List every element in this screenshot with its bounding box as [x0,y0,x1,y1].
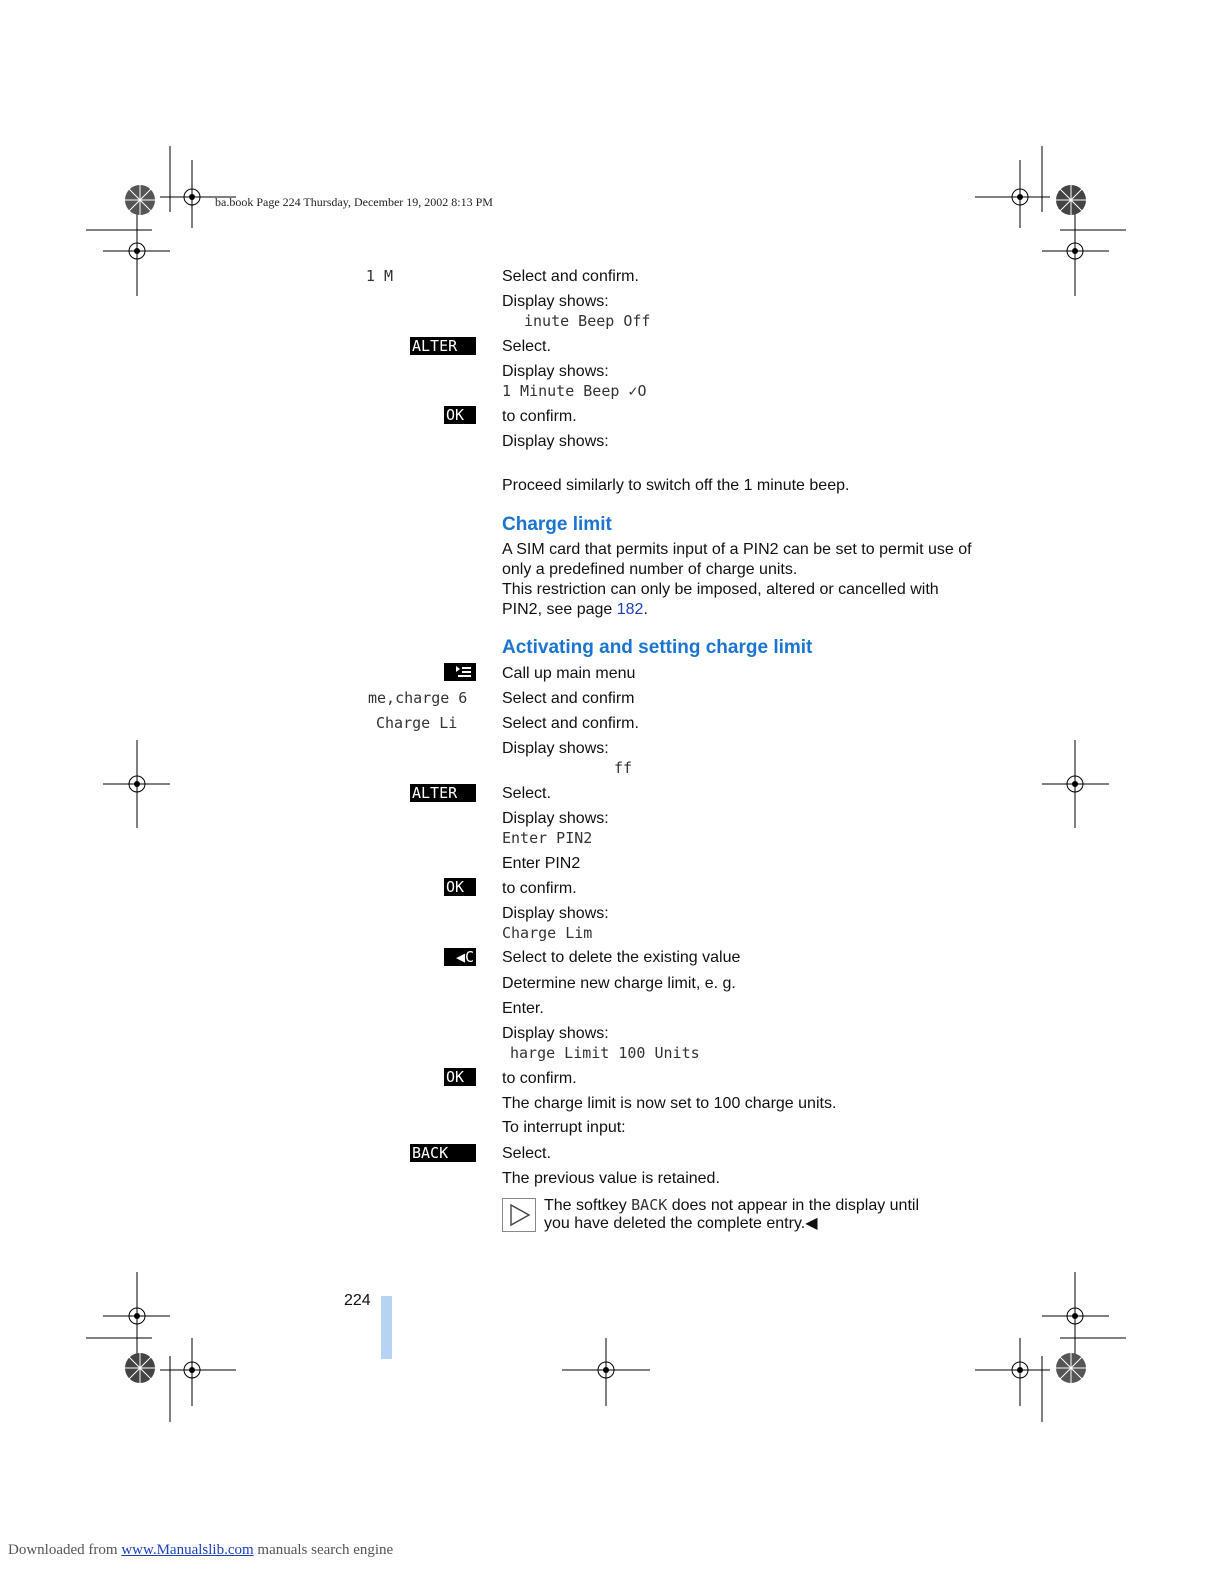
download-footer [8,1542,393,1559]
page-link[interactable]: 182 [616,601,644,618]
note-text-part: does not appear in the display until [667,1197,920,1214]
lcd-menu-item: me,charge 6 [368,689,468,707]
step-text: to confirm. [502,880,577,897]
step-text: Select and confirm. [502,715,639,732]
step-text: Enter PIN2 [502,855,581,872]
step-text: To interrupt input: [502,1119,626,1136]
step-text: Display shows: [502,810,609,827]
step-text: Select and confirm [502,690,635,707]
section-heading: Activating and setting charge limit [502,637,813,658]
step-text: The charge limit is now set to 100 charge units. [502,1095,837,1112]
step-text: Display shows: [502,740,609,757]
note-text [544,1195,919,1216]
play-triangle-icon [503,1199,535,1231]
step-text: Proceed similarly to switch off the 1 minute beep. [502,477,850,494]
step-text: to confirm. [502,408,577,425]
step-text: The previous value is retained. [502,1170,720,1187]
paragraph [502,580,972,620]
ok-softkey: OK [444,878,476,896]
note-softkey-name: BACK [631,1196,668,1214]
lcd-menu-item: 1 M [365,267,393,285]
ok-softkey: OK [444,406,476,424]
step-text: Select. [502,338,551,355]
back-softkey: BACK [410,1144,476,1162]
step-text: Select. [502,1145,551,1162]
footer-suffix: manuals search engine [253,1542,394,1558]
step-text: Display shows: [502,1025,609,1042]
paragraph-text: This restriction can only be imposed, altered or cancelled with PIN2, see page [502,581,939,618]
step-text: to confirm. [502,1070,577,1087]
note-text-part: The softkey [544,1197,632,1214]
note-icon [502,1198,536,1232]
lcd-display-text: 1 Minute Beep ✓O [502,382,647,400]
step-text: Select to delete the existing value [502,949,741,966]
footer-prefix: Downloaded from [8,1542,122,1558]
paragraph: A SIM card that permits input of a PIN2 can be set to permit use of only a predefined number of charge units. [502,541,972,578]
lcd-display-text: inute Beep Off [524,312,651,330]
clear-softkey: ◀C [444,948,476,966]
step-text: Call up main menu [502,665,636,682]
section-heading: Charge limit [502,514,612,535]
lcd-menu-item: Charge Li [376,714,458,732]
step-text: Display shows: [502,293,609,310]
step-text: Determine new charge limit, e. g. [502,975,736,992]
page-tab-bar [381,1296,392,1359]
menu-icon [444,663,476,681]
lcd-display-text: ff [614,759,633,777]
alter-softkey: ALTER [410,784,476,802]
page-number: 224 [344,1292,371,1309]
note-text: you have deleted the complete entry.◀ [544,1215,818,1232]
manualslib-link[interactable]: www.Manualslib.com [121,1542,254,1558]
step-text: Display shows: [502,433,609,450]
lcd-display-text: harge Limit 100 Units [510,1044,700,1062]
step-text: Select. [502,785,551,802]
print-header: ba.book Page 224 Thursday, December 19, 2002 8:13 PM [215,195,493,209]
step-text: Display shows: [502,905,609,922]
step-text: Display shows: [502,363,609,380]
menu-key-icon [444,663,476,681]
paragraph-text: . [643,601,648,618]
ok-softkey: OK [444,1068,476,1086]
lcd-display-text: Enter PIN2 [502,829,593,847]
alter-softkey: ALTER [410,337,476,355]
step-text: Select and confirm. [502,268,639,285]
step-text: Enter. [502,1000,544,1017]
lcd-display-text: Charge Lim [502,924,593,942]
